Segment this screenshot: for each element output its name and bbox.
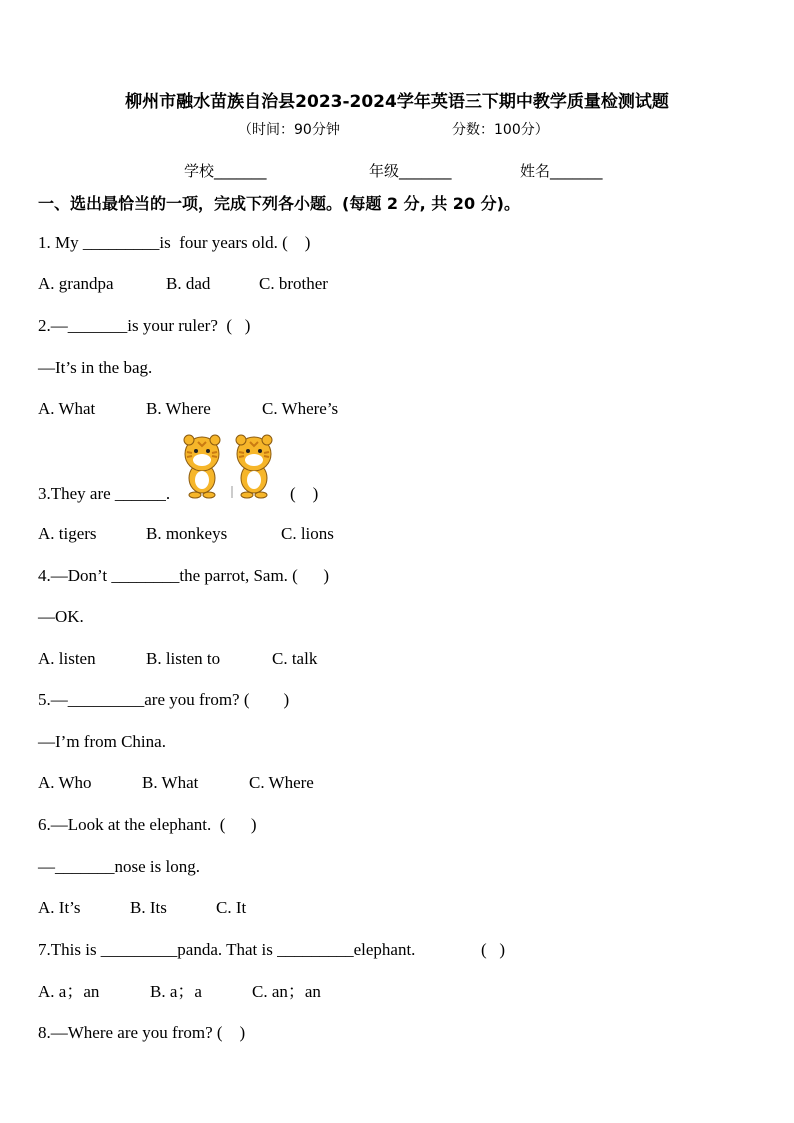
question-7-stem: 7.This is _________panda. That is _________elephant. [38, 940, 416, 959]
q2-option-a[interactable]: A. What [38, 399, 96, 418]
q1-option-b[interactable]: B. dad [166, 274, 211, 293]
q6-option-a[interactable]: A. It’s [38, 898, 81, 917]
question-6-reply: —_______nose is long. [38, 857, 200, 876]
exam-time: （时间：90分钟 [238, 122, 340, 138]
q2-option-c[interactable]: C. Where’s [262, 399, 339, 418]
question-5-stem: 5.—_________are you from? ( ) [38, 690, 290, 709]
q1-option-a[interactable]: A. grandpa [38, 274, 114, 293]
q7-option-c[interactable]: C. an；an [252, 982, 321, 1001]
q2-option-b[interactable]: B. Where [146, 399, 211, 418]
tiger-left-icon [184, 435, 220, 498]
grade-field[interactable]: 年级_______ [369, 162, 452, 180]
q5-option-b[interactable]: B. What [142, 773, 199, 792]
question-1-stem: 1. My _________is four years old. ( ) [38, 233, 311, 252]
q3-option-a[interactable]: A. tigers [38, 524, 97, 543]
q4-option-c[interactable]: C. talk [272, 649, 318, 668]
exam-score: 分数：100分） [452, 122, 549, 138]
question-3-stem: 3.They are ______. [38, 484, 171, 503]
question-7-answer-paren[interactable]: ( ) [481, 940, 506, 959]
q6-option-c[interactable]: C. It [216, 898, 247, 917]
name-field[interactable]: 姓名_______ [520, 162, 603, 180]
q4-option-a[interactable]: A. listen [38, 649, 96, 668]
question-8-stem: 8.—Where are you from? ( ) [38, 1023, 246, 1042]
question-2-stem: 2.—_______is your ruler? ( ) [38, 316, 251, 335]
q6-option-b[interactable]: B. Its [130, 898, 167, 917]
tiger-right-icon [236, 435, 272, 498]
question-5-reply: —I’m from China. [38, 732, 166, 751]
section-heading: 一、选出最恰当的一项，完成下列各小题。(每题 2 分, 共 20 分)。 [38, 194, 520, 213]
q5-option-c[interactable]: C. Where [249, 773, 314, 792]
q5-option-a[interactable]: A. Who [38, 773, 92, 792]
q7-option-a[interactable]: A. a；an [38, 982, 100, 1001]
q7-option-b[interactable]: B. a；a [150, 982, 202, 1001]
question-6-stem: 6.—Look at the elephant. ( ) [38, 815, 257, 834]
tiger-cartoon-icon [178, 434, 282, 500]
question-2-reply: —It’s in the bag. [38, 358, 153, 377]
school-field[interactable]: 学校_______ [184, 162, 267, 180]
q3-option-c[interactable]: C. lions [281, 524, 334, 543]
question-4-stem: 4.—Don’t ________the parrot, Sam. ( ) [38, 566, 330, 585]
question-4-reply: —OK. [38, 607, 84, 626]
page-title: 柳州市融水苗族自治县2023-2024学年英语三下期中教学质量检测试题 [125, 92, 669, 112]
question-3-answer-paren[interactable]: ( ) [290, 484, 319, 503]
q4-option-b[interactable]: B. listen to [146, 649, 221, 668]
q1-option-c[interactable]: C. brother [259, 274, 328, 293]
q3-option-b[interactable]: B. monkeys [146, 524, 228, 543]
